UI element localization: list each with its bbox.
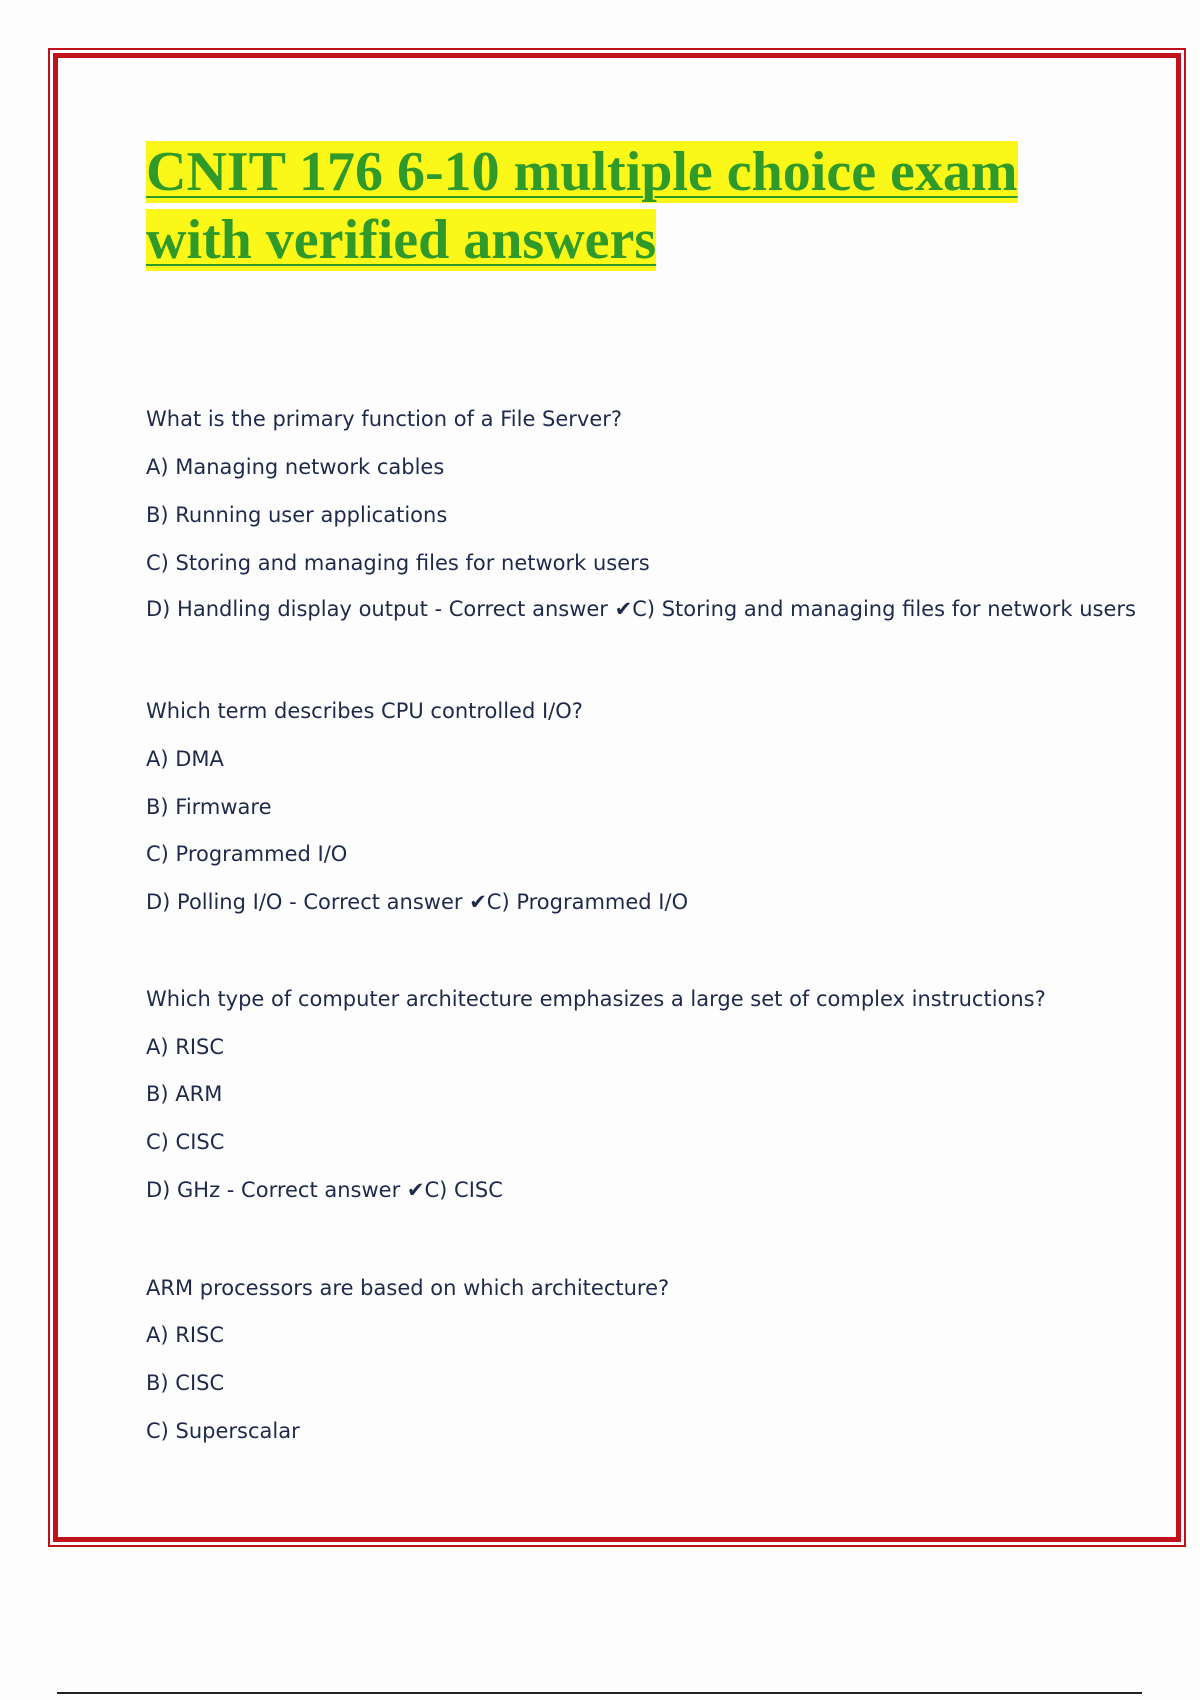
option-d-with-answer: D) GHz - Correct answer ✔C) CISC [146, 1178, 503, 1202]
option-d-with-answer: D) Polling I/O - Correct answer ✔C) Programmed I/O [146, 890, 689, 914]
option-d-with-answer: D) Handling display output - Correct answer ✔C) Storing and managing files for network users [146, 597, 1136, 621]
question-text: Which term describes CPU controlled I/O? [146, 699, 583, 723]
document-title [146, 138, 1046, 274]
question-text: What is the primary function of a File Server? [146, 407, 623, 431]
option-c: C) Superscalar [146, 1419, 300, 1443]
footer-divider [57, 1692, 1142, 1694]
option-a: A) RISC [146, 1323, 225, 1347]
option-a: A) DMA [146, 747, 224, 771]
question-text: ARM processors are based on which architecture? [146, 1276, 670, 1300]
option-b: B) ARM [146, 1082, 223, 1106]
option-b: B) Firmware [146, 795, 272, 819]
option-c: C) CISC [146, 1130, 225, 1154]
option-b: B) Running user applications [146, 503, 448, 527]
option-a: A) RISC [146, 1035, 225, 1059]
title-line-1: CNIT 176 6-10 multiple choice exam [146, 141, 1018, 203]
question-text: Which type of computer architecture emphasizes a large set of complex instructions? [146, 987, 1046, 1011]
option-b: B) CISC [146, 1371, 225, 1395]
option-c: C) Storing and managing files for network users [146, 551, 650, 575]
title-line-2: with verified answers [146, 209, 657, 271]
option-c: C) Programmed I/O [146, 842, 348, 866]
option-a: A) Managing network cables [146, 455, 445, 479]
